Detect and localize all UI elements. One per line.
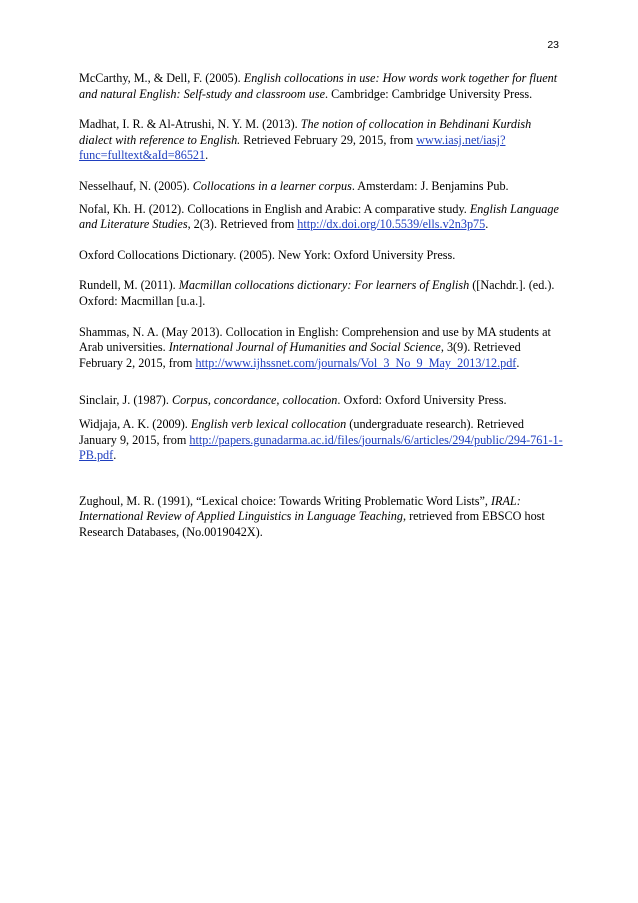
reference-title: The notion of collocation in Behdinani Kurdish dialect with reference to English. xyxy=(79,117,532,147)
reference-retrieval: , 2(3). Retrieved from xyxy=(187,217,298,232)
reference-retrieval: , 3(9). Retrieved February 2, 2015, from xyxy=(79,340,521,370)
reference-nofal xyxy=(79,202,563,233)
reference-publisher: . Cambridge: Cambridge University Press. xyxy=(325,86,533,101)
reference-title: International Journal of Humanities and Social Science xyxy=(168,340,441,355)
reference-link[interactable]: http://www.ijhssnet.com/journals/Vol_3_No_9_May_2013/12.pdf xyxy=(195,355,517,370)
reference-oxford xyxy=(79,248,563,264)
reference-retrieval: Retrieved February 29, 2015, from xyxy=(240,132,417,147)
reference-author: Rundell, M. (2011). xyxy=(79,278,179,293)
reference-publisher: . Amsterdam: J. Benjamins Pub. xyxy=(351,178,509,193)
reference-publisher: . Oxford: Oxford University Press. xyxy=(337,393,507,408)
reference-publisher: ([Nachdr.]. (ed.). Oxford: Macmillan [u.a.]. xyxy=(79,278,555,308)
reference-author: Oxford Collocations Dictionary. (2005). New York: Oxford University Press. xyxy=(79,247,456,262)
reference-link[interactable]: http://papers.gunadarma.ac.id/files/journals/6/articles/294/public/294-761-1-PB.pdf xyxy=(79,432,563,463)
reference-author: Nofal, Kh. H. (2012). Collocations in English and Arabic: A comparative study. xyxy=(79,201,470,216)
reference-mccarthy xyxy=(79,71,563,102)
reference-title: Corpus, concordance, collocation xyxy=(171,393,338,408)
reference-end: . xyxy=(485,217,489,232)
reference-author: Madhat, I. R. & Al-Atrushi, N. Y. M. (2013). xyxy=(79,117,301,132)
reference-list xyxy=(79,71,563,540)
reference-author: Zughoul, M. R. (1991), “Lexical choice: Towards Writing Problematic Word Lists”, xyxy=(79,493,491,508)
reference-title: Macmillan collocations dictionary: For learners of English xyxy=(178,278,470,293)
reference-publisher: , retrieved from EBSCO host Research Databases, (No.0019042X). xyxy=(79,509,545,539)
reference-link[interactable]: www.iasj.net/iasj?func=fulltext&aId=86521 xyxy=(79,132,506,163)
reference-shammas xyxy=(79,325,563,372)
reference-title: English verb lexical collocation xyxy=(190,416,347,431)
reference-madhat xyxy=(79,117,563,164)
reference-link[interactable]: http://dx.doi.org/10.5539/ells.v2n3p75 xyxy=(297,217,486,232)
reference-retrieval: (undergraduate research). Retrieved January 9, 2015, from xyxy=(79,416,525,447)
reference-author: Sinclair, J. (1987). xyxy=(79,393,172,408)
reference-title: IRAL: International Review of Applied Linguistics in Language Teaching xyxy=(79,493,521,524)
reference-widjaja xyxy=(79,417,563,464)
reference-author: McCarthy, M., & Dell, F. (2005). xyxy=(79,71,244,85)
reference-author: Widjaja, A. K. (2009). xyxy=(79,416,191,431)
reference-nesselhauf xyxy=(79,179,563,195)
reference-sinclair xyxy=(79,393,563,409)
reference-title: Collocations in a learner corpus xyxy=(192,178,352,193)
reference-author: Shammas, N. A. (May 2013). Collocation in English: Comprehension and use by MA students at Arab universities. xyxy=(79,324,551,355)
reference-end: . xyxy=(113,448,117,463)
reference-rundell xyxy=(79,278,563,309)
reference-end: . xyxy=(205,148,209,163)
reference-title: English collocations in use: How words work together for fluent and natural English: Self-study and classroom use xyxy=(79,71,558,101)
reference-author: Nesselhauf, N. (2005). xyxy=(79,178,193,193)
page-number: 23 xyxy=(547,39,559,51)
reference-title: English Language and Literature Studies xyxy=(79,201,559,232)
reference-zughoul xyxy=(79,494,563,541)
reference-end: . xyxy=(516,355,520,370)
